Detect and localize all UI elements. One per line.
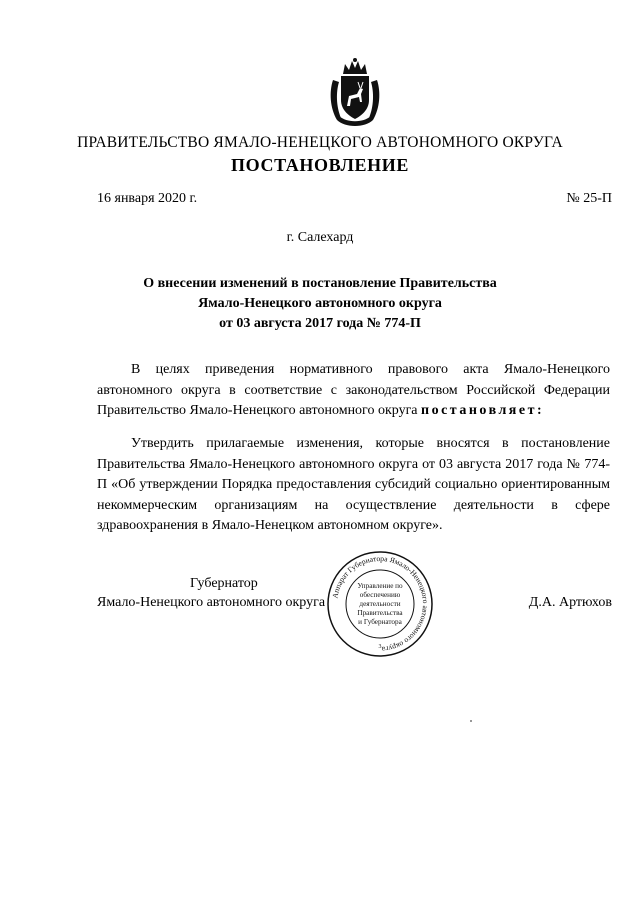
signer-title-line2: Ямало-Ненецкого автономного округа: [97, 595, 326, 610]
preamble-text: В целях приведения нормативного правового акта Ямало-Ненецкого автономного округа в соответствие с законодательством Российской Федерации Правительство Ямало-Ненецкого автономного округа: [97, 362, 610, 418]
document-title-line1: О внесении изменений в постановление Правительства: [143, 276, 497, 291]
document-number: № 25-П: [566, 191, 612, 206]
stamp-center-line4: Правительства: [357, 609, 403, 617]
official-stamp: [325, 549, 435, 659]
document-date: 16 января 2020 г.: [97, 191, 198, 206]
document-title-line2: Ямало-Ненецкого автономного округа: [198, 296, 442, 311]
government-name: ПРАВИТЕЛЬСТВО ЯМАЛО-НЕНЕЦКОГО АВТОНОМНОГО ОКРУГА: [77, 134, 563, 151]
document-title-line3: от 03 августа 2017 года № 774-П: [219, 316, 421, 331]
decree-keyword: постановляет:: [421, 403, 545, 418]
preamble-paragraph: [97, 360, 610, 422]
stamp-number: 3: [378, 644, 382, 650]
stamp-center-line2: обеспечению: [359, 591, 401, 599]
document-type: ПОСТАНОВЛЕНИЕ: [231, 155, 409, 175]
signer-title-line1: Губернатор: [190, 576, 258, 591]
coat-of-arms-icon: [327, 56, 383, 132]
scan-speck: [470, 720, 472, 722]
stamp-ring-path: Аппарат Губернатора Ямало-Ненецкого автономного округа: [330, 553, 431, 654]
document-city: г. Салехард: [286, 230, 354, 245]
stamp-center-line1: Управление по: [357, 582, 403, 590]
signer-name: Д.А. Артюхов: [528, 595, 612, 610]
decree-paragraph: Утвердить прилагаемые изменения, которые вносятся в постановление Правительства Ямало-Ненецкого автономного округа от 03 августа 2017 года № 774-П «Об утверждении Порядка предоставления субсидий социально ориентированным некоммерческим организациям на осуществление деятельности в сфере здравоохранения в Ямало-Ненецком автономном округе».: [97, 436, 610, 533]
stamp-center-line3: деятельности: [359, 600, 401, 608]
stamp-center-line5: и Губернатора: [358, 618, 402, 626]
